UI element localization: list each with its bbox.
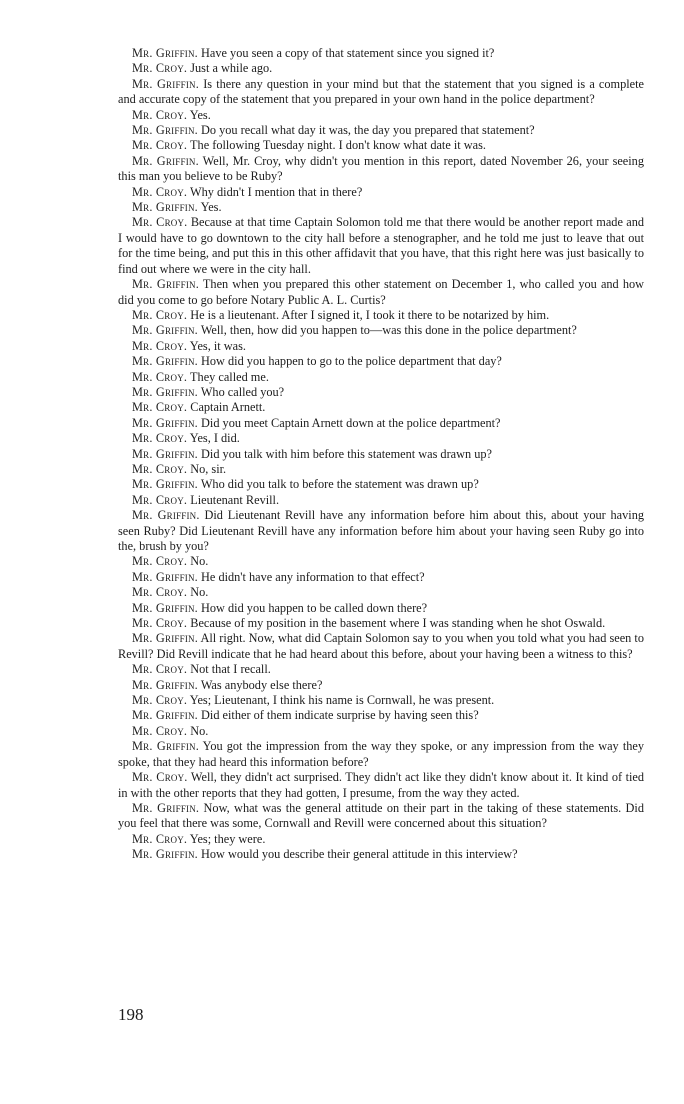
utterance-text: They called me. xyxy=(190,369,269,384)
speaker-label: Mr. Griffin. xyxy=(132,600,198,615)
speaker-label: Mr. Griffin. xyxy=(132,277,199,292)
page-number: 198 xyxy=(118,1005,144,1024)
utterance-text: Is there any question in your mind but that the statement that you signed is a complete and accurate copy of the statement that you prepared in your own hand in the police department? xyxy=(118,76,645,107)
speaker-label: Mr. Griffin. xyxy=(132,477,198,492)
paragraph xyxy=(118,46,644,61)
speaker-label: Mr. Griffin. xyxy=(132,800,200,815)
speaker-label: Mr. Griffin. xyxy=(132,677,198,692)
paragraph xyxy=(118,570,644,585)
paragraph xyxy=(118,416,644,431)
paragraph xyxy=(118,154,644,185)
paragraph xyxy=(118,354,644,369)
paragraph xyxy=(118,739,644,770)
paragraph xyxy=(118,724,644,739)
paragraph xyxy=(118,554,644,569)
paragraph xyxy=(118,585,644,600)
paragraph xyxy=(118,631,644,662)
paragraph xyxy=(118,678,644,693)
utterance-text: Not that I recall. xyxy=(190,662,271,677)
paragraph xyxy=(118,693,644,708)
utterance-text: Just a while ago. xyxy=(190,61,273,76)
utterance-text: Yes; Lieutenant, I think his name is Cornwall, he was present. xyxy=(189,693,495,708)
utterance-text: Well, then, how did you happen to—was this done in the police department? xyxy=(200,323,577,338)
speaker-label: Mr. Griffin. xyxy=(132,323,198,338)
utterance-text: You got the impression from the way they spoke, or any impression from the way they spoke, that they had heard this information before? xyxy=(118,739,644,769)
utterance-text: No, sir. xyxy=(190,461,227,476)
paragraph xyxy=(118,138,644,153)
utterance-text: Yes. xyxy=(189,107,211,122)
utterance-text: How would you describe their general attitude in this interview? xyxy=(201,847,518,862)
paragraph xyxy=(118,200,644,215)
speaker-label: Mr. Croy. xyxy=(132,431,188,446)
paragraph xyxy=(118,801,644,832)
paragraph xyxy=(118,77,644,108)
speaker-label: Mr. Croy. xyxy=(132,585,188,600)
utterance-text: Did either of them indicate surprise by having seen this? xyxy=(201,708,479,723)
speaker-label: Mr. Croy. xyxy=(132,338,188,353)
utterance-text: Well, Mr. Croy, why didn't you mention in this report, dated November 26, your seeing this man you believe to be Ruby? xyxy=(118,153,644,184)
paragraph xyxy=(118,493,644,508)
paragraph xyxy=(118,847,644,862)
utterance-text: No. xyxy=(190,723,209,738)
speaker-label: Mr. Croy. xyxy=(132,138,188,153)
paragraph xyxy=(118,601,644,616)
speaker-label: Mr. Croy. xyxy=(132,369,188,384)
paragraph xyxy=(118,616,644,631)
utterance-text: He didn't have any information to that effect? xyxy=(201,569,425,584)
paragraph xyxy=(118,339,644,354)
speaker-label: Mr. Croy. xyxy=(132,554,188,569)
speaker-label: Mr. Croy. xyxy=(132,723,188,738)
utterance-text: Have you seen a copy of that statement since you signed it? xyxy=(201,46,495,60)
paragraph xyxy=(118,215,644,277)
paragraph xyxy=(118,477,644,492)
utterance-text: All right. Now, what did Captain Solomon say to you when you told what you had seen to Revill? Did Revill indicate that he had heard about this before, about your having been a witness to this? xyxy=(118,631,644,661)
paragraph xyxy=(118,61,644,76)
paragraph xyxy=(118,508,644,554)
utterance-text: Because at that time Captain Solomon told me that there would be another report made and I would have to go downtown to the city hall before a stenographer, and he told me just to leave that out for the time being, and put this in this other affidavit that you have, that this right here was just basically to find out where we were in the city hall. xyxy=(118,215,645,276)
paragraph xyxy=(118,385,644,400)
speaker-label: Mr. Griffin. xyxy=(132,46,198,60)
utterance-text: Well, they didn't act surprised. They didn't act like they didn't know about it. It kind of tied in with the other reports that they had gotten, I presume, from the way they acted. xyxy=(118,770,645,800)
utterance-text: Captain Arnett. xyxy=(190,400,266,415)
utterance-text: Who called you? xyxy=(200,384,285,399)
paragraph xyxy=(118,447,644,462)
speaker-label: Mr. Croy. xyxy=(132,770,188,785)
utterance-text: No. xyxy=(190,554,209,569)
speaker-label: Mr. Griffin. xyxy=(132,76,200,91)
utterance-text: How did you happen to go to the police department that day? xyxy=(201,354,502,369)
utterance-text: Yes, I did. xyxy=(189,431,240,446)
utterance-text: Now, what was the general attitude on their part in the taking of these statements. Did you feel that there was some, Cornwall and Revill were concerned about this situation? xyxy=(118,800,644,831)
paragraph xyxy=(118,370,644,385)
paragraph xyxy=(118,108,644,123)
speaker-label: Mr. Griffin. xyxy=(132,354,198,369)
speaker-label: Mr. Griffin. xyxy=(132,739,199,754)
speaker-label: Mr. Croy. xyxy=(132,400,188,415)
utterance-text: The following Tuesday night. I don't know what date it was. xyxy=(190,138,486,153)
utterance-text: He is a lieutenant. After I signed it, I took it there to be notarized by him. xyxy=(190,307,550,322)
speaker-label: Mr. Croy. xyxy=(132,693,188,708)
speaker-label: Mr. Griffin. xyxy=(132,384,198,399)
utterance-text: Yes, it was. xyxy=(189,338,246,353)
utterance-text: Because of my position in the basement where I was standing when he shot Oswald. xyxy=(190,616,606,631)
paragraph xyxy=(118,708,644,723)
speaker-label: Mr. Griffin. xyxy=(132,569,198,584)
speaker-label: Mr. Griffin. xyxy=(132,708,198,723)
paragraph xyxy=(118,185,644,200)
speaker-label: Mr. Croy. xyxy=(132,184,188,199)
speaker-label: Mr. Croy. xyxy=(132,61,188,76)
paragraph xyxy=(118,462,644,477)
paragraph xyxy=(118,123,644,138)
speaker-label: Mr. Croy. xyxy=(132,461,188,476)
utterance-text: Do you recall what day it was, the day you prepared that statement? xyxy=(201,123,535,138)
speaker-label: Mr. Griffin. xyxy=(132,508,200,523)
utterance-text: Yes; they were. xyxy=(189,831,266,846)
utterance-text: Who did you talk to before the statement was drawn up? xyxy=(200,477,479,492)
utterance-text: Yes. xyxy=(200,200,222,215)
paragraph xyxy=(118,431,644,446)
paragraph xyxy=(118,662,644,677)
speaker-label: Mr. Griffin. xyxy=(132,847,198,862)
utterance-text: Did Lieutenant Revill have any information before him about this, about your having seen Ruby? Did Lieutenant Revill have any information before him about your having seen Ruby go into the, brush by you? xyxy=(118,508,645,553)
utterance-text: Lieutenant Revill. xyxy=(190,492,280,507)
paragraph xyxy=(118,308,644,323)
utterance-text: Then when you prepared this other statement on December 1, who called you and how did you come to go before Notary Public A. L. Curtis? xyxy=(118,277,644,307)
speaker-label: Mr. Croy. xyxy=(132,492,188,507)
paragraph xyxy=(118,400,644,415)
speaker-label: Mr. Griffin. xyxy=(132,631,198,646)
utterance-text: How did you happen to be called down there? xyxy=(201,600,428,615)
speaker-label: Mr. Croy. xyxy=(132,215,188,230)
speaker-label: Mr. Griffin. xyxy=(132,200,198,215)
utterance-text: Did you talk with him before this statement was drawn up? xyxy=(201,446,492,461)
speaker-label: Mr. Croy. xyxy=(132,616,188,631)
utterance-text: No. xyxy=(190,585,209,600)
paragraph xyxy=(118,832,644,847)
speaker-label: Mr. Griffin. xyxy=(132,153,199,168)
speaker-label: Mr. Croy. xyxy=(132,662,188,677)
transcript-body xyxy=(118,46,644,863)
utterance-text: Was anybody else there? xyxy=(200,677,323,692)
utterance-text: Why didn't I mention that in there? xyxy=(190,184,363,199)
utterance-text: Did you meet Captain Arnett down at the police department? xyxy=(201,415,501,430)
paragraph xyxy=(118,323,644,338)
paragraph xyxy=(118,277,644,308)
speaker-label: Mr. Griffin. xyxy=(132,123,198,138)
speaker-label: Mr. Griffin. xyxy=(132,415,198,430)
paragraph xyxy=(118,770,644,801)
speaker-label: Mr. Croy. xyxy=(132,307,188,322)
speaker-label: Mr. Croy. xyxy=(132,831,188,846)
speaker-label: Mr. Croy. xyxy=(132,107,188,122)
speaker-label: Mr. Griffin. xyxy=(132,446,198,461)
